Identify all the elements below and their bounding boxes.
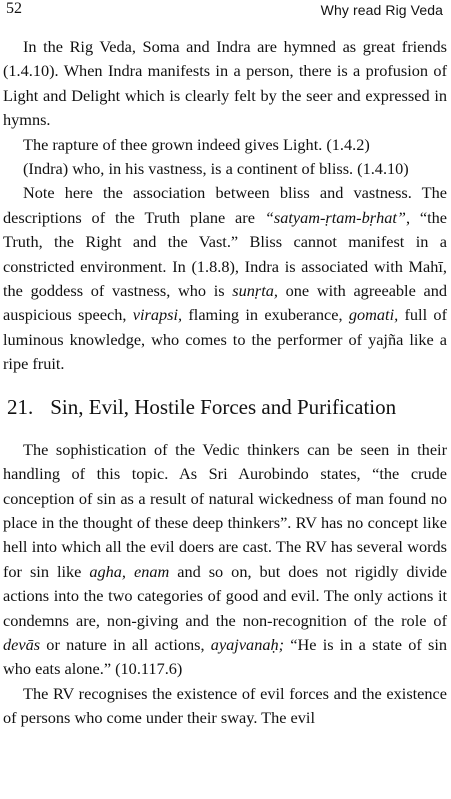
page-header xyxy=(3,0,449,22)
text-run: one with agreeable and auspicious speech, xyxy=(3,281,447,325)
text-run: or nature in all actions, xyxy=(40,634,211,654)
italic-term: ayajvanaḥ; xyxy=(210,634,285,654)
text-run: , “the Truth, the Right and the Vast.” Bliss cannot manifest in a constricted environment. In (1.8.8), Indra is associated with Mahī, the goddess of vastness, who is xyxy=(3,207,447,301)
hymn-quote-light: The rapture of thee grown indeed gives Light. (1.4.2) xyxy=(23,134,370,154)
paragraph-bliss-vastness xyxy=(3,181,447,376)
page-number: 52 xyxy=(6,0,22,17)
text-run: flaming in exuberance, xyxy=(182,305,349,325)
paragraph-evil-forces: The RV recognises the existence of evil forces and the existence of persons who come under their sway. The evil xyxy=(3,683,447,728)
text-run: Note here the association between bliss and vastness. The descriptions of the Truth plane are xyxy=(3,183,447,227)
running-title: Why read Rig Veda xyxy=(320,2,443,18)
hymn-quote-bliss: (Indra) who, in his vastness, is a continent of bliss. (1.4.10) xyxy=(23,159,409,179)
section-number: 21. xyxy=(7,394,34,419)
section-title: Sin, Evil, Hostile Forces and Purification xyxy=(50,394,397,419)
text-run: The sophistication of the Vedic thinkers can be seen in their handling of this topic. As Sri Aurobindo states, “the crude conception of sin as a result of natural wickedness of man found no place in the thought of these deep thinkers”. RV has no concept like hell into which all the evil doers are cast. The RV has several words for sin like xyxy=(3,439,447,581)
text-run: and so on, but does not rigidly divide actions into the two categories of good and evil. The only actions it condemns are, non-giving and the non-recognition of the role of xyxy=(3,561,448,630)
paragraph-soma-indra: In the Rig Veda, Soma and Indra are hymned as great friends (1.4.10). When Indra manifests in a person, there is a profusion of Light and Delight which is clearly felt by the seer and expressed in hymns. xyxy=(3,37,447,130)
hymn-quotes xyxy=(3,133,447,182)
paragraph-vedic-sin xyxy=(3,438,447,682)
italic-term: virapsi, xyxy=(132,305,183,325)
italic-term: devās xyxy=(3,634,41,654)
italic-term: agha, enam xyxy=(89,561,170,581)
italic-term: gomati, xyxy=(348,305,399,325)
text-run: full of luminous knowledge, who comes to the performer of yajña like a ripe fruit. xyxy=(3,305,447,374)
section-heading xyxy=(3,393,447,421)
italic-term: sunṛta, xyxy=(232,281,278,301)
body-text xyxy=(3,35,447,731)
text-run: “He is in a state of sin who eats alone.” (10.117.6) xyxy=(3,634,447,679)
italic-term: “satyam-ṛtam-bṛhat” xyxy=(264,207,406,227)
